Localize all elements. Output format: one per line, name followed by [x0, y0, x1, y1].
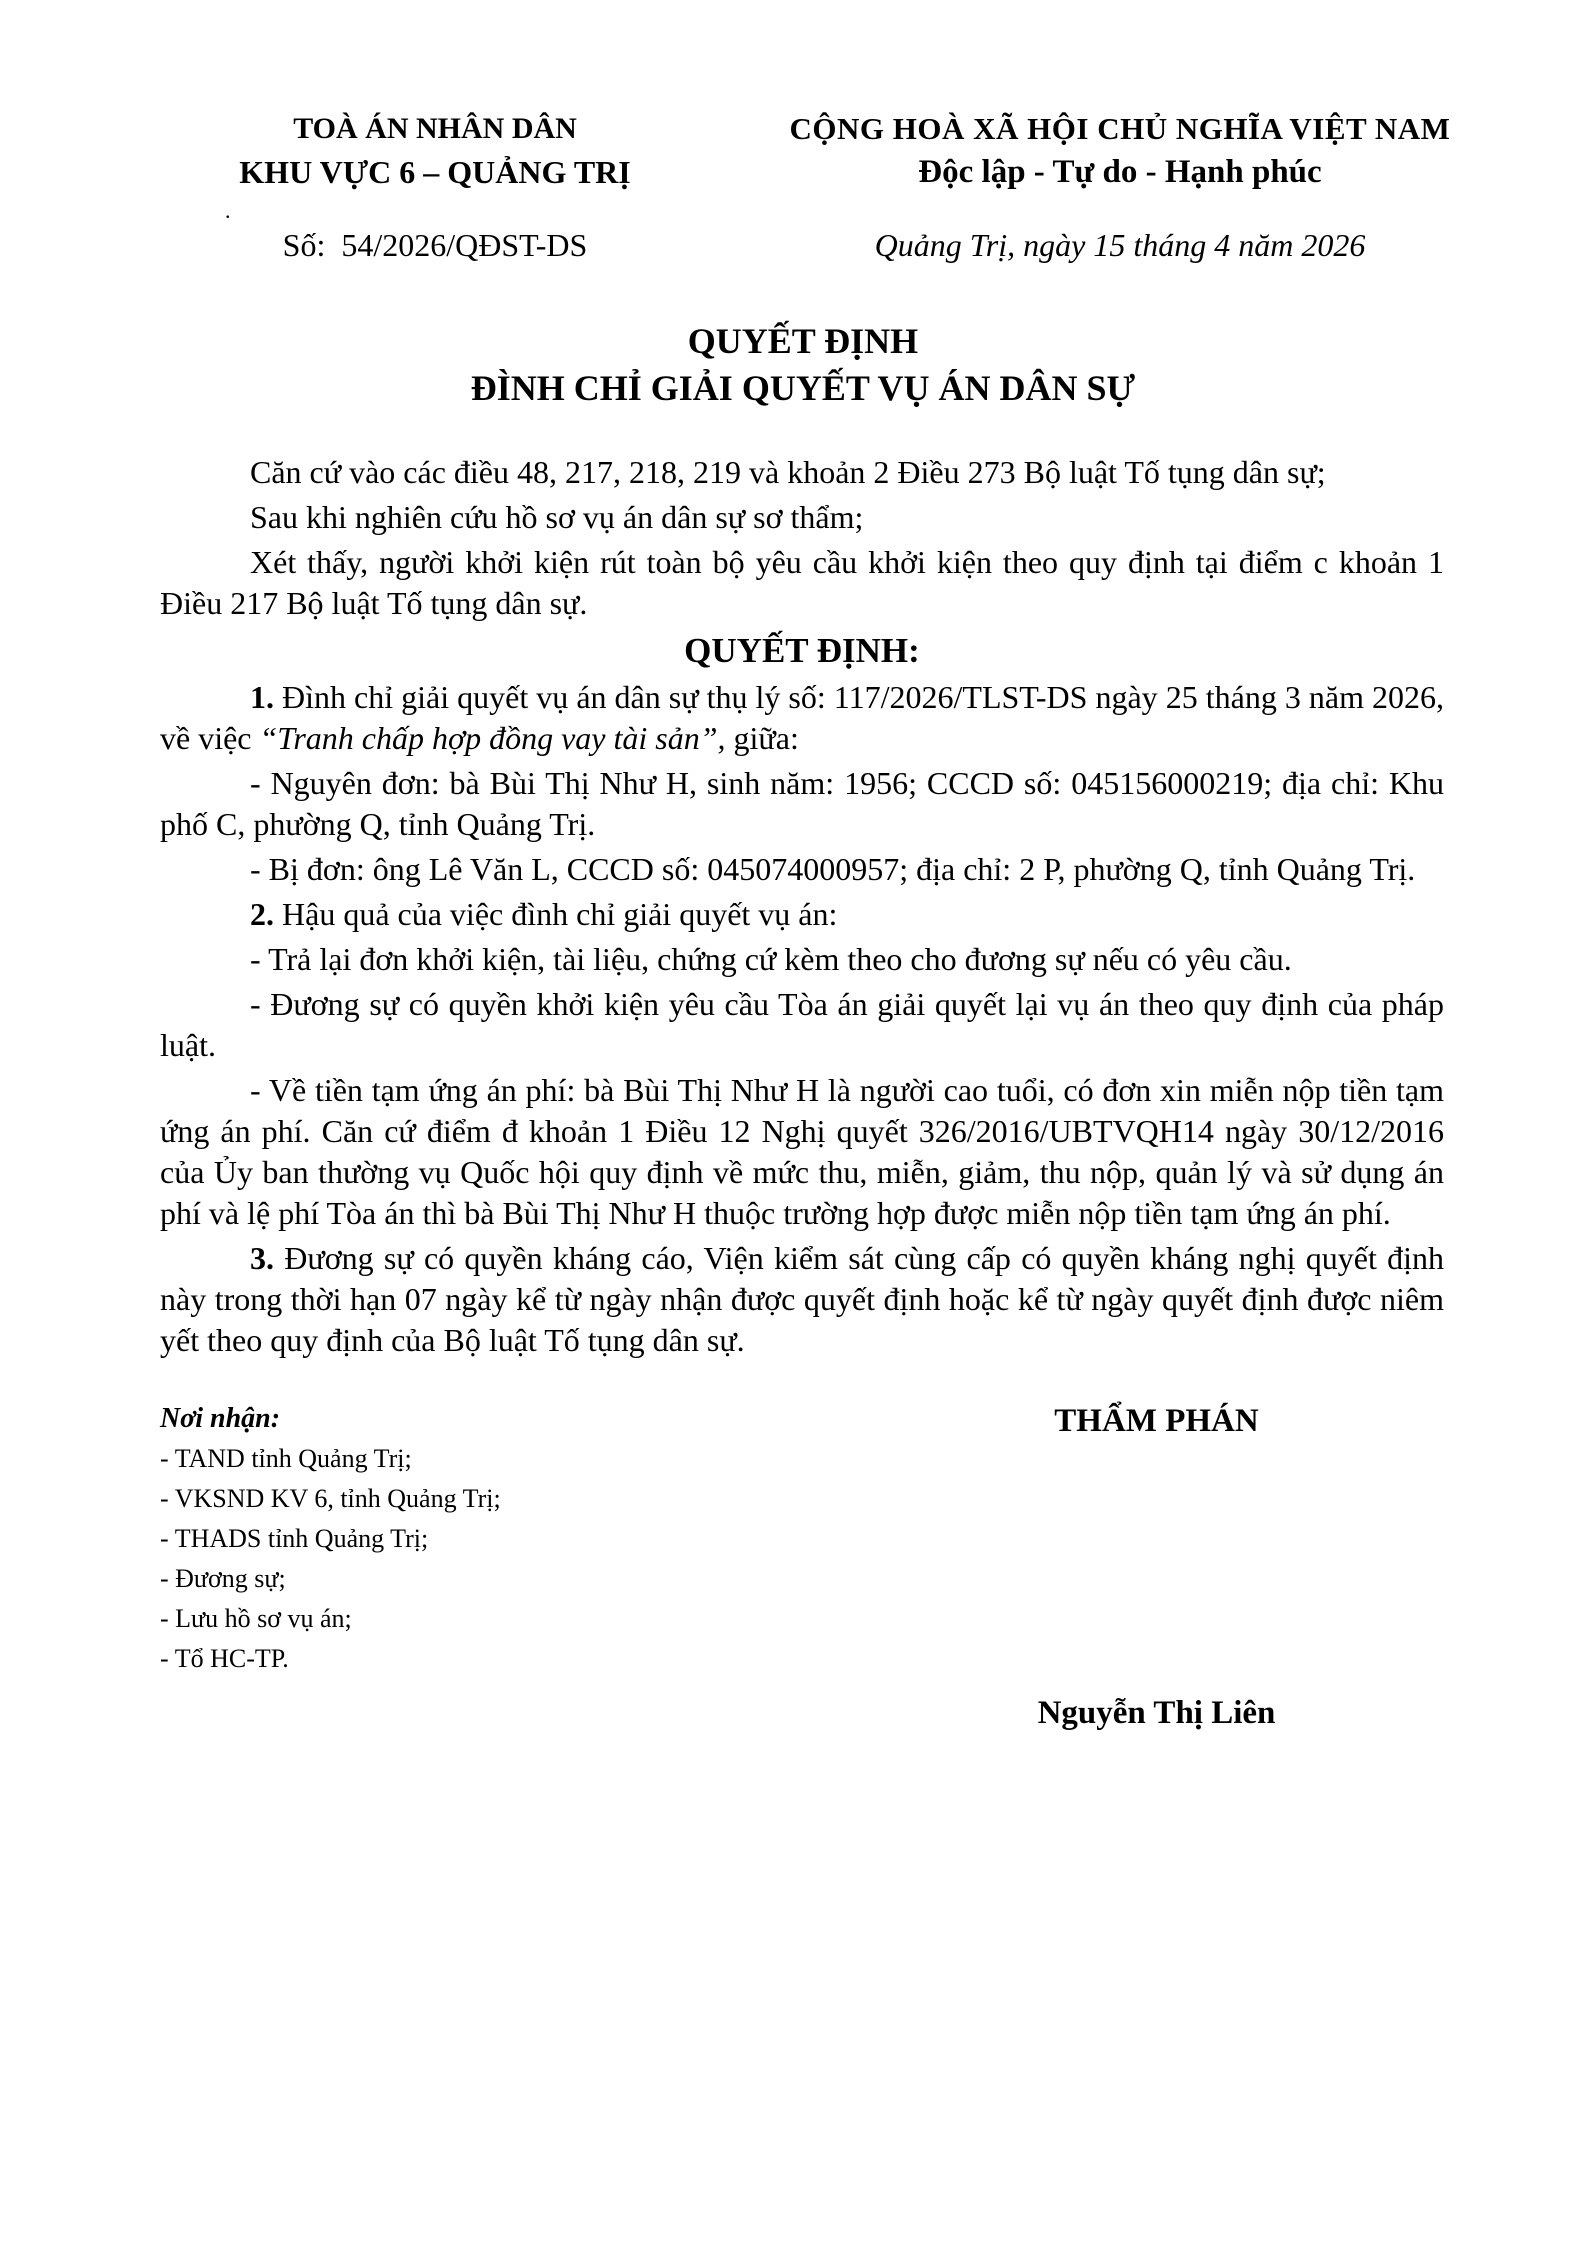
- recipients-block: [160, 1399, 869, 1679]
- document-footer: [160, 1399, 1444, 1735]
- document-number: Số: 54/2026/QĐST-DS: [282, 227, 588, 263]
- article-2-text: Hậu quả của việc đình chỉ giải quyết vụ án:: [274, 896, 838, 932]
- article-2-item-2: - Đương sự có quyền khởi kiện yêu cầu Tòa án giải quyết lại vụ án theo quy định của pháp luật.: [160, 986, 1444, 1063]
- country-name: CỘNG HOÀ XÃ HỘI CHỦ NGHĨA VIỆT NAM: [789, 111, 1451, 146]
- issuing-authority-block: [150, 108, 720, 266]
- article-1-text-after: giữa:: [725, 720, 799, 756]
- article-2-number: 2.: [250, 896, 274, 932]
- preamble-paragraph-3: Xét thấy, người khởi kiện rút toàn bộ yêu cầu khởi kiện theo quy định tại điểm c khoản 1 Điều 217 Bộ luật Tố tụng dân sự.: [160, 544, 1444, 621]
- stray-scan-mark: .: [225, 198, 231, 223]
- defendant-paragraph: - Bị đơn: ông Lê Văn L, CCCD số: 045074000957; địa chỉ: 2 P, phường Q, tỉnh Quảng Trị.: [250, 851, 1416, 887]
- article-3-paragraph: [160, 1238, 1444, 1361]
- article-2-item-3: - Về tiền tạm ứng án phí: bà Bùi Thị Như H là người cao tuổi, có đơn xin miễn nộp tiền tạm ứng án phí. Căn cứ điểm đ khoản 1 Điều 12 Nghị quyết 326/2016/UBTVQH14 ngày 30/12/2016 của Ủy ban thường vụ Quốc hội quy định về mức thu, miễn, giảm, thu nộp, quản lý và sử dụng án phí và lệ phí Tòa án thì bà Bùi Thị Như H thuộc trường hợp được miễn nộp tiền tạm ứng án phí.: [160, 1072, 1444, 1231]
- signer-role: THẨM PHÁN: [1054, 1403, 1259, 1439]
- signer-name: Nguyễn Thị Liên: [1037, 1695, 1276, 1731]
- case-name: “Tranh chấp hợp đồng vay tài sản”,: [259, 720, 726, 756]
- article-1-text-before: Đình chỉ giải quyết vụ án dân sự thụ lý số: 117/2026/TLST-DS ngày 25 tháng 3 năm 2026, về việc: [160, 679, 1444, 756]
- document-title-line2: ĐÌNH CHỈ GIẢI QUYẾT VỤ ÁN DÂN SỰ: [470, 368, 1136, 408]
- preamble-paragraph-2: Sau khi nghiên cứu hồ sơ vụ án dân sự sơ thẩm;: [250, 499, 864, 535]
- recipient-item: - Tổ HC-TP.: [160, 1644, 289, 1673]
- article-3-number: 3.: [250, 1240, 274, 1276]
- article-1-paragraph: [160, 677, 1444, 759]
- article-1-number: 1.: [250, 679, 274, 715]
- court-branch: KHU VỰC 6 – QUẢNG TRỊ: [239, 154, 631, 190]
- place-and-date: Quảng Trị, ngày 15 tháng 4 năm 2026: [874, 227, 1366, 263]
- article-2-item-1: - Trả lại đơn khởi kiện, tài liệu, chứng cứ kèm theo cho đương sự nếu có yêu cầu.: [250, 941, 1292, 977]
- recipient-item: - Đương sự;: [160, 1564, 286, 1593]
- recipients-label: Nơi nhận:: [160, 1403, 281, 1434]
- court-name: TOÀ ÁN NHÂN DÂN: [293, 112, 577, 145]
- recipient-item: - THADS tỉnh Quảng Trị;: [160, 1524, 429, 1553]
- article-2-paragraph: [160, 894, 1444, 935]
- national-motto-block: [730, 108, 1510, 266]
- recipient-item: - VKSND KV 6, tỉnh Quảng Trị;: [160, 1484, 501, 1513]
- preamble-paragraph-1: Căn cứ vào các điều 48, 217, 218, 219 và khoản 2 Điều 273 Bộ luật Tố tụng dân sự;: [250, 454, 1326, 490]
- recipient-item: - Lưu hồ sơ vụ án;: [160, 1604, 352, 1633]
- document-title: [160, 318, 1446, 412]
- plaintiff-paragraph: - Nguyên đơn: bà Bùi Thị Như H, sinh năm: 1956; CCCD số: 045156000219; địa chỉ: Khu phố C, phường Q, tỉnh Quảng Trị.: [160, 765, 1444, 842]
- document-header: [0, 0, 1586, 266]
- signature-block: [869, 1399, 1444, 1735]
- operative-heading: QUYẾT ĐỊNH:: [684, 631, 920, 670]
- national-motto: Độc lập - Tự do - Hạnh phúc: [918, 154, 1322, 190]
- document-body: [160, 452, 1444, 1361]
- recipient-item: - TAND tỉnh Quảng Trị;: [160, 1444, 412, 1473]
- article-3-text: Đương sự có quyền kháng cáo, Viện kiểm sát cùng cấp có quyền kháng nghị quyết định này trong thời hạn 07 ngày kể từ ngày nhận được quyết định hoặc kể từ ngày quyết định được niêm yết theo quy định của Bộ luật Tố tụng dân sự.: [160, 1240, 1444, 1358]
- document-title-line1: QUYẾT ĐỊNH: [687, 321, 919, 361]
